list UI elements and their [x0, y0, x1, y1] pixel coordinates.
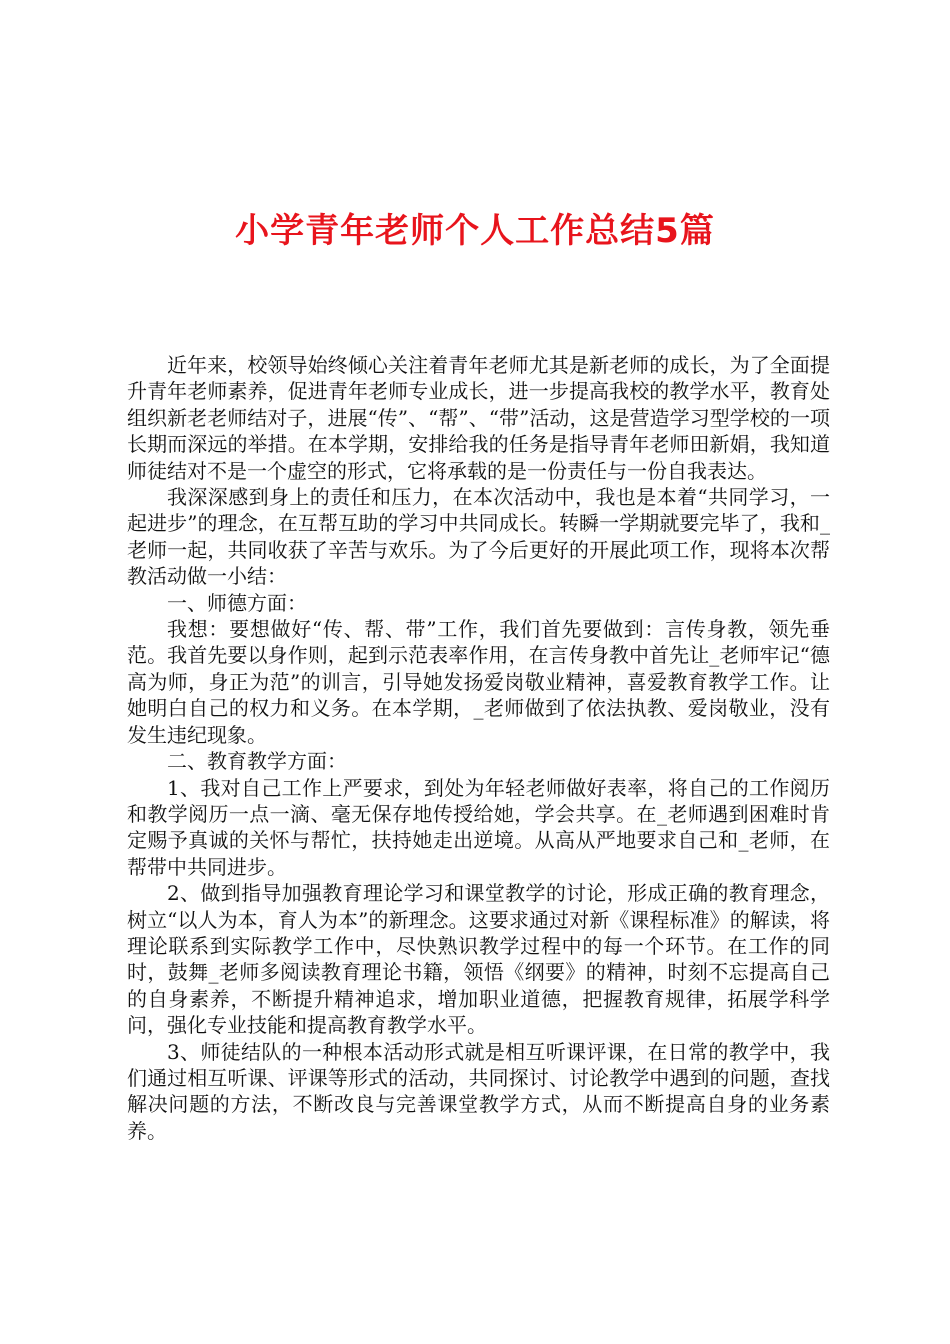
paragraph-teaching-3: 3、师徒结队的一种根本活动形式就是相互听课评课，在日常的教学中，我们通过相互听课、评课等形式的活动，共同探讨、讨论教学中遇到的问题，查找解决问题的方法，不断改良与完善课堂教学方式，从而不断提高自身的业务素养。 [127, 1039, 830, 1143]
paragraph-responsibility: 我深深感到身上的责任和压力，在本次活动中，我也是本着“共同学习，一起进步”的理念，在互帮互助的学习中共同成长。转瞬一学期就要完毕了，我和_老师一起，共同收获了辛苦与欢乐。为了今后更好的开展此项工作，现将本次帮教活动做一小结： [127, 485, 830, 589]
document-body [127, 352, 830, 1144]
document-title: 小学青年老师个人工作总结5篇 [235, 211, 715, 251]
paragraph-teaching-1: 1、我对自己工作上严要求，到处为年轻老师做好表率，将自己的工作阅历和教学阅历一点一滴、毫无保存地传授给她，学会共享。在_老师遇到困难时肯定赐予真诚的关怀与帮忙，扶持她走出逆境。从高从严地要求自己和_老师，在帮带中共同进步。 [127, 775, 830, 879]
paragraph-teaching-2: 2、做到指导加强教育理论学习和课堂教学的讨论，形成正确的教育理念，树立“以人为本，育人为本”的新理念。这要求通过对新《课程标准》的解读，将理论联系到实际教学工作中，尽快熟识教学过程中的每一个环节。在工作的同时，鼓舞_老师多阅读教育理论书籍，领悟《纲要》的精神，时刻不忘提高自己的自身素养，不断提升精神追求，增加职业道德，把握教育规律，拓展学科学问，强化专业技能和提高教育教学水平。 [127, 881, 830, 1038]
section-heading-teaching: 二、教育教学方面： [167, 749, 347, 774]
paragraph-intro: 近年来，校领导始终倾心关注着青年老师尤其是新老师的成长，为了全面提升青年老师素养，促进青年老师专业成长，进一步提高我校的教学水平，教育处组织新老老师结对子，进展“传”、“帮”、“带”活动，这是营造学习型学校的一项长期而深远的举措。在本学期，安排给我的任务是指导青年老师田新娟，我知道师徒结对不是一个虚空的形式，它将承载的是一份责任与一份自我表达。 [127, 353, 830, 483]
section-heading-ethics: 一、师德方面： [167, 590, 307, 615]
paragraph-ethics: 我想：要想做好“传、帮、带”工作，我们首先要做到：言传身教，领先垂范。我首先要以身作则，起到示范表率作用，在言传身教中首先让_老师牢记“德高为师，身正为范”的训言，引导她发扬爱岗敬业精神，喜爱教育教学工作。让她明白自己的权力和义务。在本学期，_老师做到了依法执教、爱岗敬业，没有发生违纪现象。 [127, 617, 830, 747]
